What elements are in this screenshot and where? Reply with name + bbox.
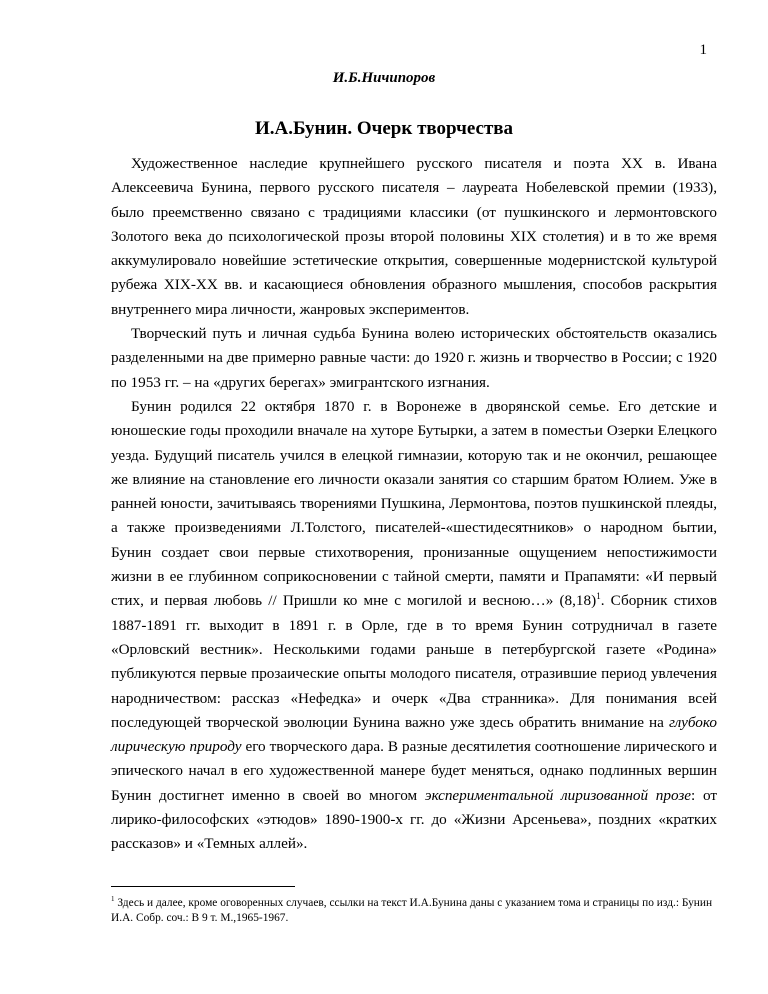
- author-name: И.Б.Ничипоров: [332, 70, 436, 86]
- paragraph-3-text-a: Бунин родился 22 октября 1870 г. в Воронеже в дворянской семье. Его детские и юношеские годы проходили вначале на хуторе Бутырки, а затем в поместьи Озерки Елецкого уезда. Будущий писатель учился в елецкой гимназии, которую так и не окончил, решающее же влияние на становление его личности оказали занятия со старшим братом Юлием. Уже в ранней юности, зачитываясь творениями Пушкина, Лермонтова, поэтов пушкинской плеяды, а также произведениями Л.Толстого, писателей-«шестидесятников» о народном бытии, Бунин создает свои первые стихотворения, пронизанные ощущением непостижимости жизни в ее глубинном соприкосновении с тайной смерти, памяти и Прапамяти: «И первый стих, и первая любовь // Пришли ко мне с могилой и весною…» (8,18): [111, 397, 717, 610]
- footnote-marker: 1: [111, 895, 115, 904]
- paragraph-3-text-d: : от лирико-философских «этюдов» 1890-1900-х гг. до «Жизни Арсеньева», поздних «кратких рассказов» и «Темных аллей».: [111, 786, 717, 853]
- footnote: [111, 896, 717, 926]
- paragraph-1: Художественное наследие крупнейшего русского писателя и поэта XX в. Ивана Алексеевича Бунина, первого русского писателя – лауреата Нобелевской премии (1933), было преемственно связано с традициями классики (от пушкинского и лермонтовского Золотого века до психологической прозы второй половины XIX столетия) и в то же время аккумулировало новейшие эстетические открытия, совершенные модернистской культурой рубежа XIX-XX вв. и касающиеся обновления образного мышления, способов раскрытия внутреннего мира личности, жанровых экспериментов.: [111, 155, 717, 318]
- page-number: 1: [699, 42, 707, 58]
- paragraph-2: Творческий путь и личная судьба Бунина волею исторических обстоятельств оказались разделенными на две примерно равные части: до 1920 г. жизнь и творчество в России; с 1920 по 1953 гг. – на «других берегах» эмигрантского изгнания.: [111, 325, 717, 391]
- body-text: [111, 152, 717, 857]
- document-title: И.А.Бунин. Очерк творчества: [254, 118, 514, 139]
- footnote-divider: [111, 886, 295, 887]
- emphasis-experimental-prose: экспериментальной лиризованной прозе: [424, 786, 692, 804]
- paragraph-3-text-c: его творческого дара. В разные десятилетия соотношение лирического и эпического начал в его художественной манере будет меняться, однако подлинных вершин Бунин достигнет именно в своей во многом: [111, 738, 717, 804]
- paragraph-3: [111, 395, 717, 857]
- footnote-text: Здесь и далее, кроме оговоренных случаев, ссылки на текст И.А.Бунина даны с указанием тома и страницы по изд.: Бунин И.А. Собр. соч.: В 9 т. М.,1965-1967.: [111, 897, 713, 924]
- paragraph-3-text-b: . Сборник стихов 1887-1891 гг. выходит в 1891 г. в Орле, где в то время Бунин сотрудничал в газете «Орловский вестник». Несколькими годами раньше в петербургской газете «Родина» публикуются первые прозаические опыты молодого писателя, отразившие период увлечения народничеством: рассказ «Нефедка» и очерк «Два странника». Для понимания всей последующей творческой эволюции Бунина важно уже здесь обратить внимание на: [111, 592, 718, 731]
- emphasis-lyrical-nature: глубоко лирическую природу: [111, 713, 717, 756]
- footnote-reference: 1: [596, 591, 601, 602]
